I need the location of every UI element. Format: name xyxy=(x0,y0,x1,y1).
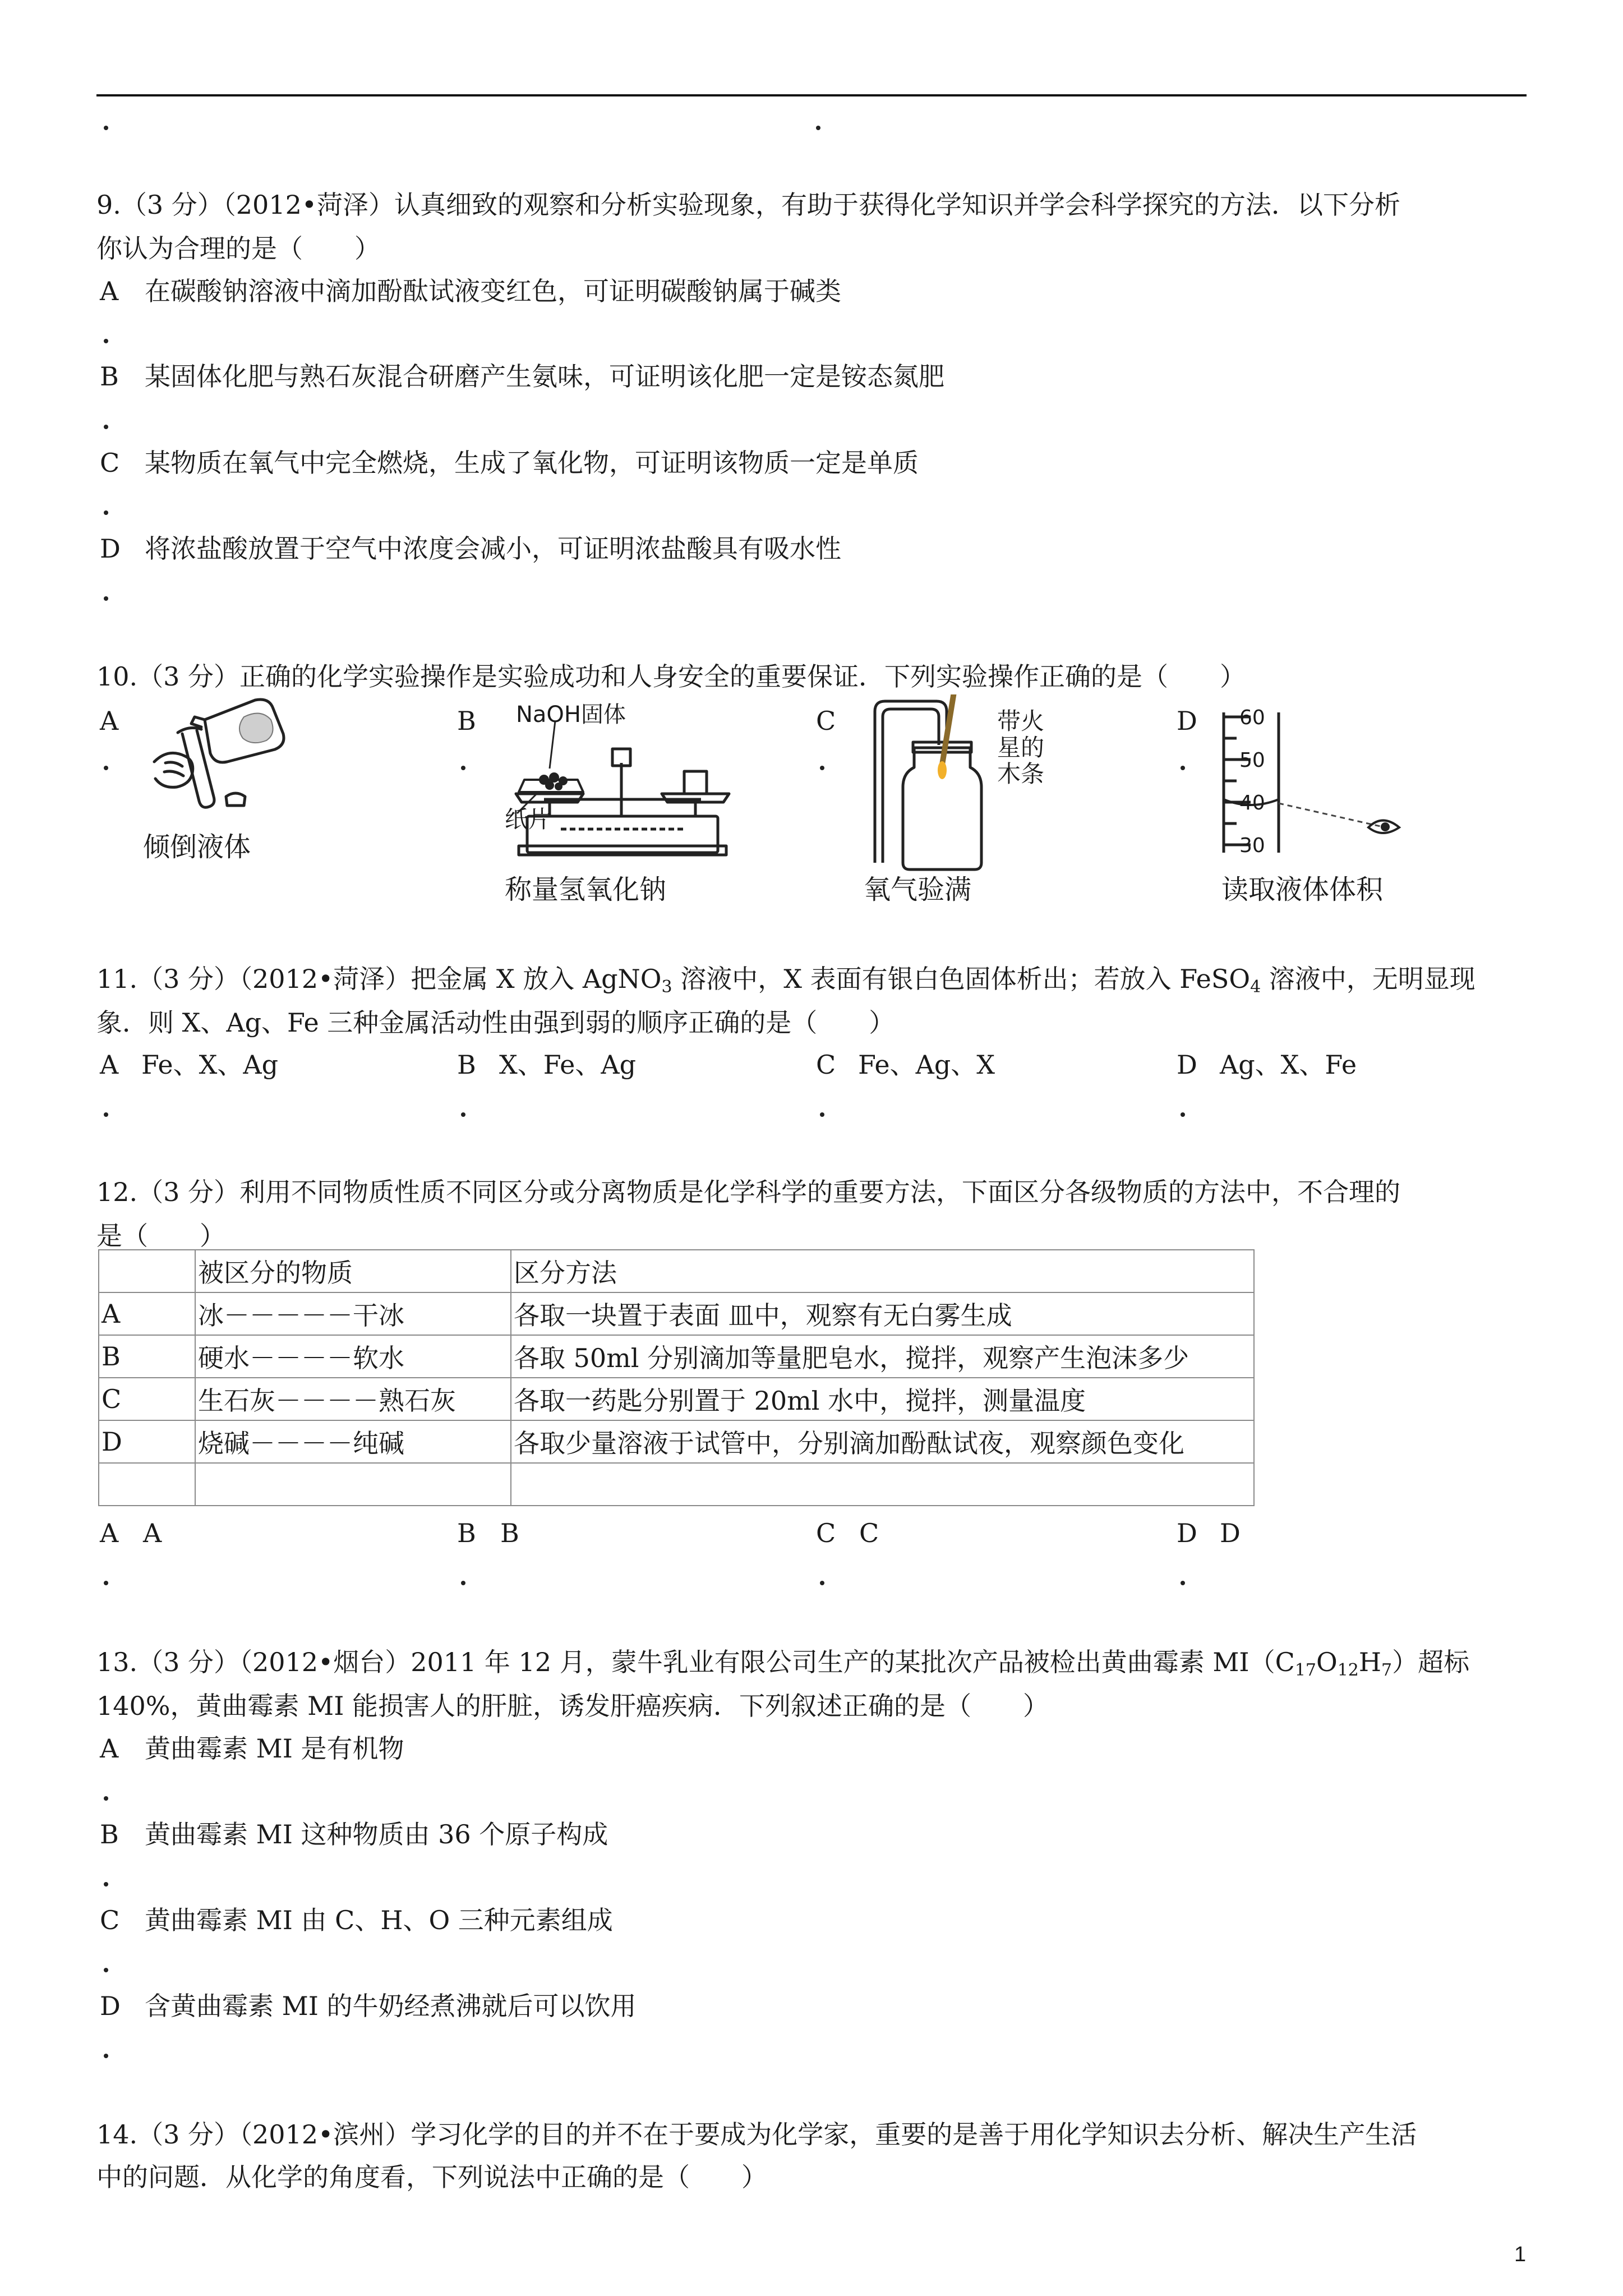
option-letter: D xyxy=(1177,706,1197,736)
option-dot xyxy=(820,766,824,770)
option-letter: B xyxy=(100,1819,119,1849)
option-letter: C xyxy=(100,1905,120,1935)
table-cell: 硬水－－－－软水 xyxy=(195,1335,511,1378)
option-text[interactable]: D xyxy=(1220,1518,1241,1548)
table-cell: 各取少量溶液于试管中，分别滴加酚酞试夜，观察颜色变化 xyxy=(511,1420,1254,1463)
option-dot xyxy=(1181,1581,1185,1585)
table-cell: A xyxy=(99,1292,195,1335)
option-dot xyxy=(461,766,465,770)
table-cell: C xyxy=(99,1378,195,1420)
option-dot xyxy=(461,1581,465,1585)
illustration-caption: 倾倒液体 xyxy=(143,831,251,863)
option-text[interactable]: A xyxy=(143,1518,162,1548)
cylinder-tick: 50 xyxy=(1239,749,1265,772)
option-dot xyxy=(104,425,108,429)
option-letter: D xyxy=(100,533,121,564)
option-letter: B xyxy=(100,361,119,392)
illustration-caption: 称量氢氧化钠 xyxy=(505,874,667,905)
question-stem: 象．则 X、Ag、Fe 三种金属活动性由强到弱的顺序正确的是（ ） xyxy=(96,1007,895,1038)
question-stem: 你认为合理的是（ ） xyxy=(96,233,380,264)
option-text[interactable]: 含黄曲霉素 MI 的牛奶经煮沸就后可以饮用 xyxy=(145,1991,637,2021)
question-stem: 14.（3 分）（2012•滨州）学习化学的目的并不在于要成为化学家，重要的是善于用化学知识去分析、解决生产生活 xyxy=(96,2119,1417,2150)
option-letter: D xyxy=(1177,1518,1197,1548)
table-header-cell xyxy=(99,1250,195,1292)
question-stem: 11.（3 分）（2012•菏泽）把金属 X 放入 AgNO$_3$ 溶液中，X 表面有银白色固体析出；若放入 FeSO$_4$ 溶液中，无明显现 xyxy=(96,964,1476,997)
table-cell: 生石灰－－－－熟石灰 xyxy=(195,1378,511,1420)
option-dot xyxy=(820,1112,824,1117)
option-dot xyxy=(104,1882,108,1887)
option-dot xyxy=(104,766,108,770)
option-dot xyxy=(104,1968,108,1972)
splint-label: 木条 xyxy=(997,760,1045,788)
table-cell: 冰－－－－－干冰 xyxy=(195,1292,511,1335)
question-stem: 中的问题．从化学的角度看，下列说法中正确的是（ ） xyxy=(96,2162,767,2192)
option-text[interactable]: C xyxy=(859,1518,879,1548)
option-dot xyxy=(104,596,108,601)
option-text[interactable]: Ag、X、Fe xyxy=(1220,1050,1357,1080)
option-dot xyxy=(104,1581,108,1585)
table-cell: 各取 50ml 分别滴加等量肥皂水，搅拌，观察产生泡沫多少 xyxy=(511,1335,1254,1378)
illustration-caption: 读取液体体积 xyxy=(1221,874,1384,905)
option-letter: C xyxy=(816,1518,836,1548)
question-stem: 140%，黄曲霉素 MI 能损害人的肝脏，诱发肝癌疾病．下列叙述正确的是（ ） xyxy=(96,1691,1049,1721)
option-text[interactable]: 黄曲霉素 MI 由 C、H、O 三种元素组成 xyxy=(145,1905,613,1935)
page-number: 1 xyxy=(1514,2243,1527,2266)
option-dot xyxy=(1181,1112,1185,1117)
table-header-cell: 区分方法 xyxy=(511,1250,1254,1292)
table-cell xyxy=(99,1463,195,1506)
table-row xyxy=(99,1335,1254,1378)
option-dot xyxy=(816,126,820,130)
option-dot xyxy=(820,1581,824,1585)
option-letter: C xyxy=(816,1050,836,1080)
option-letter: D xyxy=(100,1991,121,2021)
table-row xyxy=(99,1463,1254,1506)
pour-liquid-illustration[interactable] xyxy=(143,694,311,818)
cylinder-tick: 30 xyxy=(1239,834,1265,857)
option-dot xyxy=(104,1796,108,1801)
option-dot xyxy=(104,1112,108,1117)
option-dot xyxy=(104,126,108,130)
option-text[interactable]: X、Fe、Ag xyxy=(499,1050,637,1080)
balance-label-paper: 纸片 xyxy=(505,806,552,833)
option-dot xyxy=(1181,766,1185,770)
option-dot xyxy=(104,2054,108,2058)
option-letter: A xyxy=(100,1733,119,1764)
cylinder-tick: 60 xyxy=(1239,706,1265,729)
table-cell: 各取一药匙分别置于 20ml 水中，搅拌，测量温度 xyxy=(511,1378,1254,1420)
table-row xyxy=(99,1292,1254,1335)
option-dot xyxy=(104,339,108,343)
comparison-table xyxy=(98,1249,1255,1506)
option-text[interactable]: 在碳酸钠溶液中滴加酚酞试液变红色，可证明碳酸钠属于碱类 xyxy=(145,276,841,306)
question-stem: 10.（3 分）正确的化学实验操作是实验成功和人身安全的重要保证．下列实验操作正确的是（ ） xyxy=(96,661,1246,692)
option-letter: A xyxy=(100,1050,119,1080)
option-text[interactable]: Fe、X、Ag xyxy=(141,1050,279,1080)
option-text[interactable]: 黄曲霉素 MI 这种物质由 36 个原子构成 xyxy=(145,1819,608,1849)
option-dot xyxy=(461,1112,465,1117)
option-letter: B xyxy=(457,1518,476,1548)
option-text[interactable]: 将浓盐酸放置于空气中浓度会减小，可证明浓盐酸具有吸水性 xyxy=(145,533,841,564)
option-text[interactable]: 某固体化肥与熟石灰混合研磨产生氨味，可证明该化肥一定是铵态氮肥 xyxy=(145,361,944,392)
question-stem: 是（ ） xyxy=(96,1221,225,1251)
table-cell: D xyxy=(99,1420,195,1463)
question-stem: 13.（3 分）（2012•烟台）2011 年 12 月，蒙牛乳业有限公司生产的某批次产品被检出黄曲霉素 $MI(C_{17}O_{12}H_7)$超标 xyxy=(96,1647,1470,1680)
option-letter: C xyxy=(100,448,120,478)
table-cell xyxy=(511,1463,1254,1506)
illustration-caption: 氧气验满 xyxy=(864,874,972,905)
question-stem: 12.（3 分）利用不同物质性质不同区分或分离物质是化学科学的重要方法，下面区分各级物质的方法中，不合理的 xyxy=(96,1177,1401,1207)
table-header-row xyxy=(99,1250,1254,1292)
splint-label: 带火 xyxy=(997,707,1045,735)
option-letter: A xyxy=(100,276,119,306)
option-text[interactable]: B xyxy=(500,1518,519,1548)
option-dot xyxy=(104,510,108,515)
cylinder-tick: 40 xyxy=(1239,792,1265,815)
table-cell: 烧碱－－－－纯碱 xyxy=(195,1420,511,1463)
table-header-cell: 被区分的物质 xyxy=(195,1250,511,1292)
option-letter: C xyxy=(816,706,836,736)
table-row xyxy=(99,1420,1254,1463)
option-text[interactable]: 黄曲霉素 MI 是有机物 xyxy=(145,1733,404,1764)
option-letter: B xyxy=(457,706,476,736)
table-row xyxy=(99,1378,1254,1420)
splint-label: 星的 xyxy=(997,734,1045,761)
oxygen-test-illustration[interactable] xyxy=(858,694,987,874)
table-cell xyxy=(195,1463,511,1506)
table-cell: B xyxy=(99,1335,195,1378)
header-rule xyxy=(96,94,1527,96)
option-letter: A xyxy=(100,706,119,736)
option-text[interactable]: 某物质在氧气中完全燃烧，生成了氧化物，可证明该物质一定是单质 xyxy=(145,448,919,478)
option-letter: D xyxy=(1177,1050,1197,1080)
question-stem: 9.（3 分）（2012•菏泽）认真细致的观察和分析实验现象，有助于获得化学知识并学会科学探究的方法．以下分析 xyxy=(96,190,1400,220)
option-letter: B xyxy=(457,1050,476,1080)
table-cell: 各取一块置于表面 皿中，观察有无白雾生成 xyxy=(511,1292,1254,1335)
option-text[interactable]: Fe、Ag、X xyxy=(858,1050,995,1080)
option-letter: A xyxy=(100,1518,119,1548)
balance-label-naoh: NaOH固体 xyxy=(516,702,626,728)
